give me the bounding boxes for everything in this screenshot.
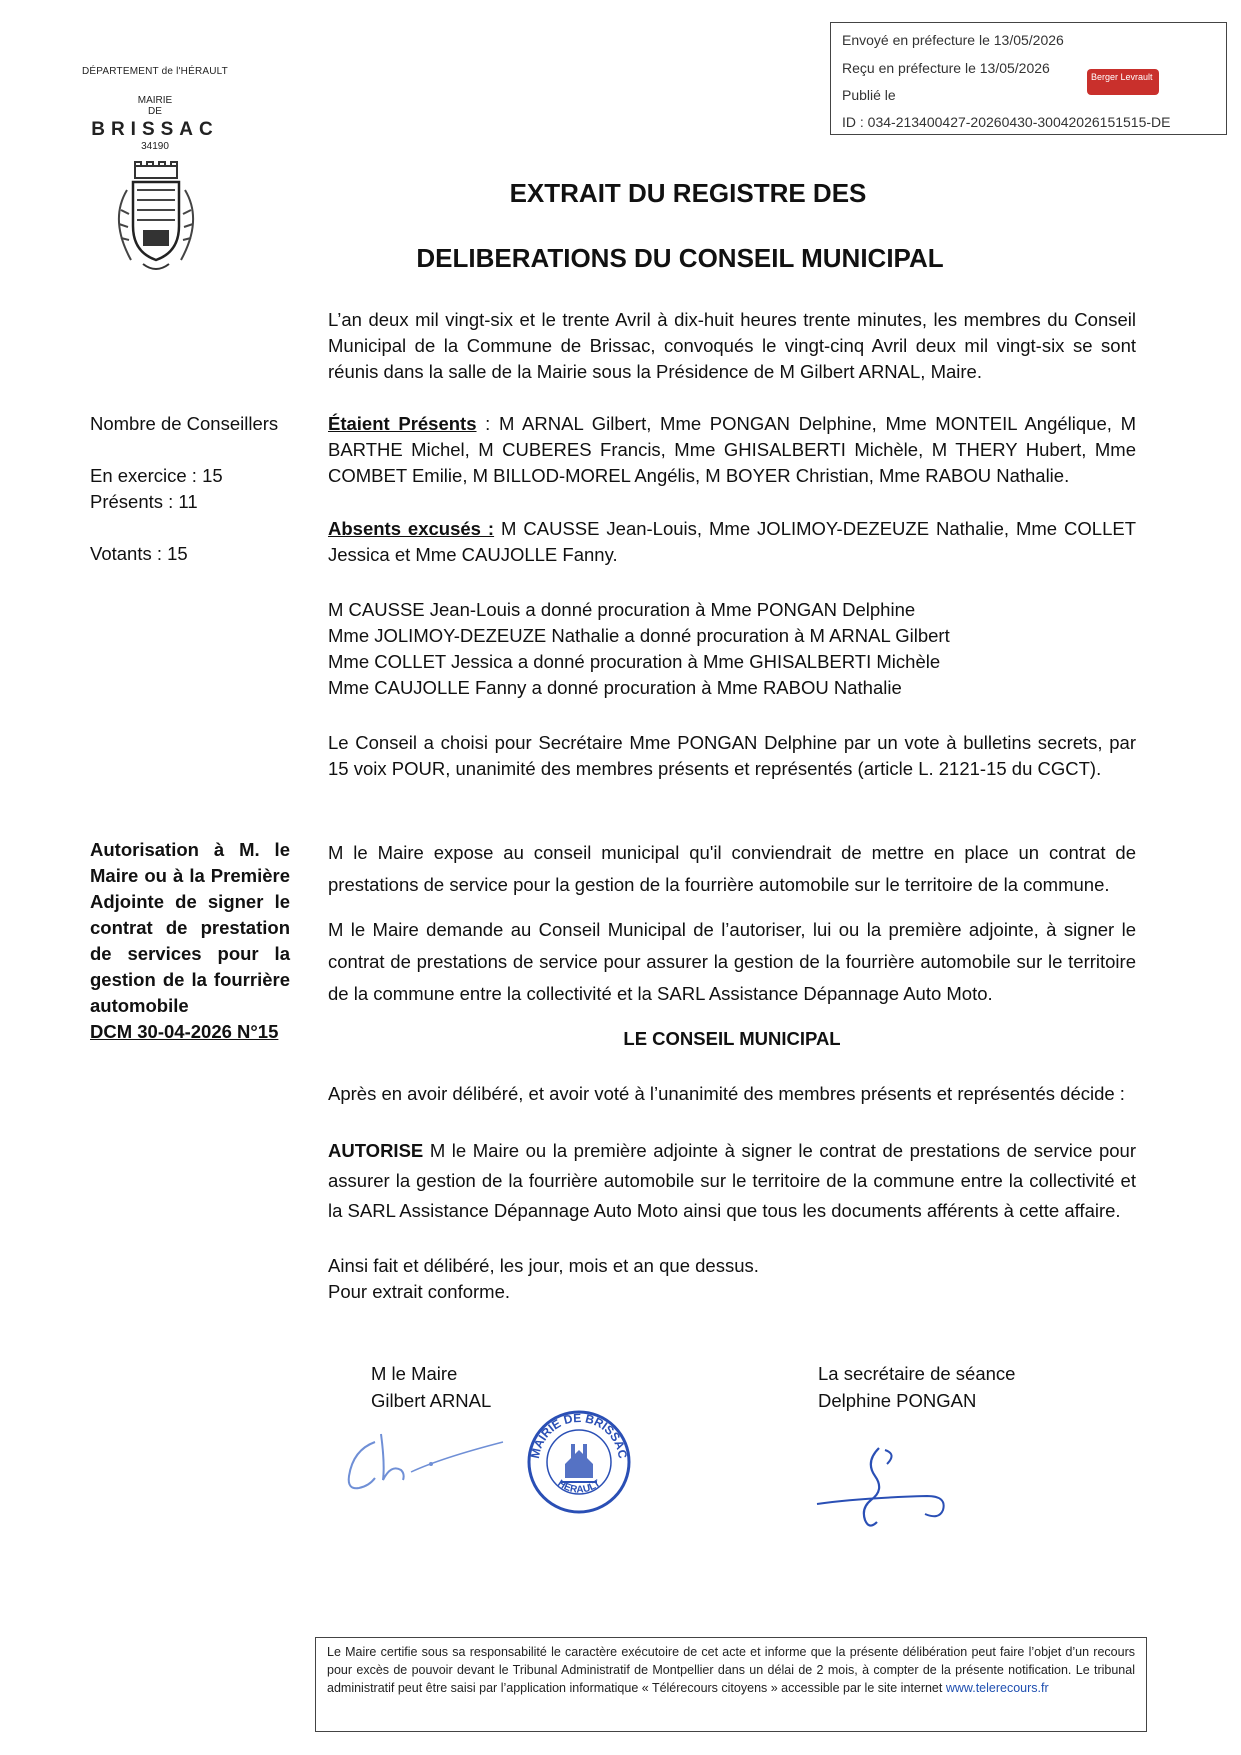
presents-label: Étaient Présents	[328, 413, 477, 434]
secretary-handwritten-signature-icon	[815, 1440, 955, 1540]
absents-label: Absents excusés :	[328, 518, 495, 539]
department-label: DÉPARTEMENT de l'HÉRAULT	[81, 66, 228, 77]
deliberation-paragraph: Après en avoir délibéré, et avoir voté à l’unanimité des membres présents et représentés décide :	[328, 1083, 1125, 1104]
closing-line2: Pour extrait conforme.	[328, 1281, 510, 1302]
secretary-signature-block	[818, 1360, 1015, 1414]
prefecture-stamp-box	[830, 22, 1227, 135]
secretary-choice-paragraph: Le Conseil a choisi pour Secrétaire Mme PONGAN Delphine par un vote à bulletins secrets, par 15 voix POUR, unanimité des membres présents et représentés (article L. 2121-15 du CGCT).	[328, 732, 1136, 779]
counts-exercice: En exercice : 15	[90, 465, 223, 486]
demande-paragraph: M le Maire demande au Conseil Municipal de l’autoriser, lui ou la première adjointe, à signer le contrat de prestations de service pour assurer la gestion de la fourrière automobile sur le territoire de la commune entre la collectivité et la SARL Assistance Dépannage Auto Moto.	[328, 919, 1136, 1004]
counts-presents: Présents : 11	[90, 491, 198, 512]
subject-reference: DCM 30-04-2026 N°15	[90, 1021, 279, 1042]
legal-notice-box	[315, 1637, 1147, 1732]
legal-notice-text: Le Maire certifie sous sa responsabilité le caractère exécutoire de cet acte et informe que la présente délibération peut faire l’objet d’un recours pour excès de pouvoir devant le Tribunal Administratif de Montpellier dans un délai de 2 mois, à compter de la présente notification. Le tribunal administratif peut être saisi par l’application informatique « Télérecours citoyens » accessible par le site internet	[327, 1645, 1135, 1695]
absents-list: M CAUSSE Jean-Louis, Mme JOLIMOY-DEZEUZE Nathalie, Mme COLLET Jessica et Mme CAUJOLLE Fanny.	[328, 518, 1136, 565]
town-seal-icon	[525, 1408, 633, 1516]
stamp-publie: Publié le	[842, 87, 896, 103]
procurations-list	[328, 597, 1136, 701]
autorise-paragraph	[328, 1136, 1136, 1226]
closing-block	[328, 1253, 1136, 1305]
mayor-handwritten-signature-icon	[335, 1420, 505, 1500]
telerecours-link[interactable]: www.telerecours.fr	[945, 1681, 1049, 1695]
expose-paragraph: M le Maire expose au conseil municipal qu'il conviendrait de mettre en place un contrat de prestations de service pour la gestion de la fourrière automobile sur le territoire de la commune.	[328, 842, 1136, 895]
de-label: DE	[148, 106, 162, 117]
berger-levrault-logo: Berger Levrault	[1087, 69, 1159, 95]
secretary-title: La secrétaire de séance	[818, 1363, 1016, 1384]
procuration-item: Mme CAUJOLLE Fanny a donné procuration à Mme RABOU Nathalie	[328, 677, 902, 698]
procuration-item: M CAUSSE Jean-Louis a donné procuration à Mme PONGAN Delphine	[328, 599, 916, 620]
stamp-envoye: Envoyé en préfecture le 13/05/2026	[842, 32, 1064, 48]
counts-votants: Votants : 15	[90, 543, 188, 564]
seal-bottom-text: HERAULT	[555, 1478, 603, 1496]
intro-paragraph: L’an deux mil vingt-six et le trente Avril à dix-huit heures trente minutes, les membres du Conseil Municipal de la Commune de Brissac, convoqués le vingt-cinq Avril deux mil vingt-six se sont réunis dans la salle de la Mairie sous la Présidence de M Gilbert ARNAL, Maire.	[328, 309, 1136, 382]
mayor-title: M le Maire	[371, 1363, 458, 1384]
councillor-counts	[90, 411, 290, 567]
counts-heading: Nombre de Conseillers	[90, 413, 279, 434]
mayor-signature-block	[371, 1360, 491, 1414]
closing-line1: Ainsi fait et délibéré, les jour, mois et an que dessus.	[328, 1255, 759, 1276]
town-crest-icon	[103, 160, 209, 280]
absents-paragraph	[328, 516, 1136, 568]
secretary-name: Delphine PONGAN	[818, 1390, 977, 1411]
town-name: BRISSAC	[91, 119, 219, 140]
presents-list: : M ARNAL Gilbert, Mme PONGAN Delphine, Mme MONTEIL Angélique, M BARTHE Michel, M CUBERES Francis, Mme GHISALBERTI Michèle, M THERY Hubert, Mme COMBET Emilie, M BILLOD-MOREL Angélis, M BOYER Christian, Mme RABOU Nathalie.	[328, 413, 1136, 486]
presents-paragraph	[328, 411, 1136, 489]
postcode: 34190	[141, 141, 169, 152]
deliberation-subject	[90, 837, 290, 1045]
subject-text: Autorisation à M. le Maire ou à la Première Adjointe de signer le contrat de prestation de services pour la gestion de la fourrière automobile	[90, 839, 290, 1016]
procuration-item: Mme COLLET Jessica a donné procuration à Mme GHISALBERTI Michèle	[328, 651, 941, 672]
svg-text:HERAULT	[555, 1478, 602, 1496]
mayor-name: Gilbert ARNAL	[371, 1390, 492, 1411]
document-title-line1: EXTRAIT DU REGISTRE DES	[509, 178, 867, 208]
stamp-id: ID : 034-213400427-20260430-30042026151515-DE	[842, 114, 1171, 130]
document-title-line2: DELIBERATIONS DU CONSEIL MUNICIPAL	[416, 243, 944, 273]
procuration-item: Mme JOLIMOY-DEZEUZE Nathalie a donné procuration à M ARNAL Gilbert	[328, 625, 950, 646]
council-heading: LE CONSEIL MUNICIPAL	[623, 1028, 841, 1049]
autorise-label: AUTORISE	[328, 1140, 424, 1161]
autorise-text: M le Maire ou la première adjointe à signer le contrat de prestations de service pour assurer la gestion de la fourrière automobile sur le territoire de la commune entre la collectivité et la SARL Assistance Dépannage Auto Moto ainsi que tous les documents afférents à cette affaire.	[328, 1140, 1136, 1221]
letterhead	[60, 66, 250, 152]
seal-top-text: MAIRIE DE BRISSAC	[528, 1410, 630, 1460]
stamp-recu: Reçu en préfecture le 13/05/2026	[842, 60, 1050, 76]
mairie-label: MAIRIE	[137, 95, 173, 106]
